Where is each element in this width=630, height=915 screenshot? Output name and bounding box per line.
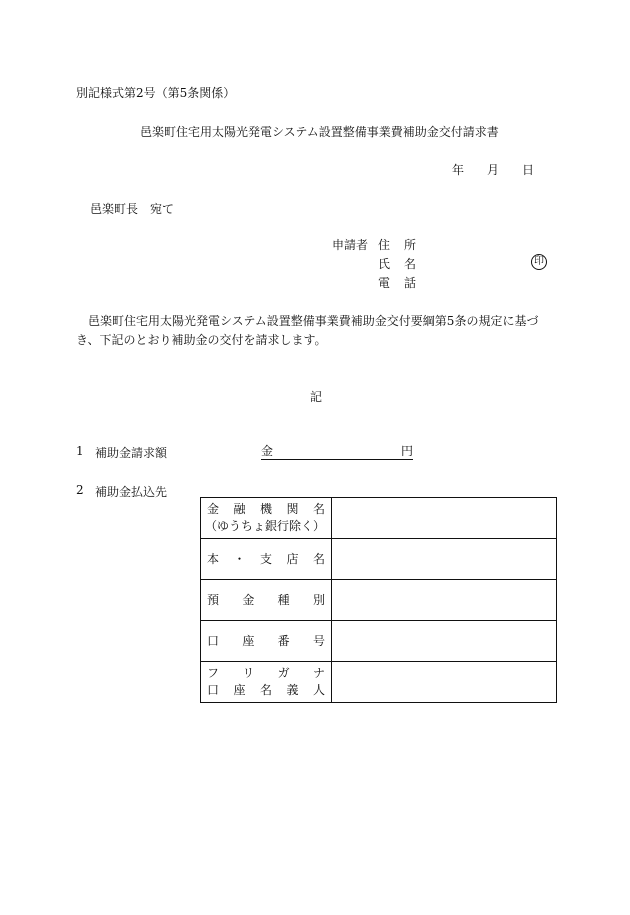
amount-prefix: 金 [261,444,274,458]
item2-number: 2 [76,483,84,497]
name-label: 氏 名 [378,257,416,271]
date-year-label: 年 [452,163,465,177]
seal-mark: 印 [531,254,547,270]
table-row [201,662,557,703]
branch-name-value [332,539,557,580]
table-row [201,580,557,621]
phone-label: 電 話 [378,276,416,290]
table-row [201,498,557,539]
bank-account-table [200,497,557,703]
address-label: 住 所 [378,238,416,252]
table-row [201,539,557,580]
item1-number: 1 [76,444,84,458]
amount-field [261,444,413,460]
applicant-label: 申請者 [332,238,369,252]
account-holder-label: フ リ ガ ナ 口 座 名 義 人 [201,662,332,703]
form-number: 別記様式第2号（第5条関係） [76,86,236,100]
account-number-value [332,621,557,662]
item1-label: 補助金請求額 [95,446,168,460]
item2-label: 補助金払込先 [95,485,168,499]
record-mark: 記 [310,390,323,404]
account-number-label: 口 座 番 号 [201,621,332,662]
branch-name-label: 本 ・ 支 店 名 [201,539,332,580]
account-holder-value [332,662,557,703]
bank-name-label: 金 融 機 関 名 （ゆうちょ銀行除く） [201,498,332,539]
request-body-text: 邑楽町住宅用太陽光発電システム設置整備事業費補助金交付要綱第5条の規定に基づき、下記のとおり補助金の交付を請求します。 [76,314,539,347]
amount-suffix: 円 [400,444,413,458]
table-row [201,621,557,662]
date-day-label: 日 [522,163,535,177]
addressee: 邑楽町長 宛て [90,202,175,216]
date-month-label: 月 [487,163,500,177]
deposit-type-label: 預 金 種 別 [201,580,332,621]
bank-name-value [332,498,557,539]
deposit-type-value [332,580,557,621]
document-title: 邑楽町住宅用太陽光発電システム設置整備事業費補助金交付請求書 [140,125,499,139]
